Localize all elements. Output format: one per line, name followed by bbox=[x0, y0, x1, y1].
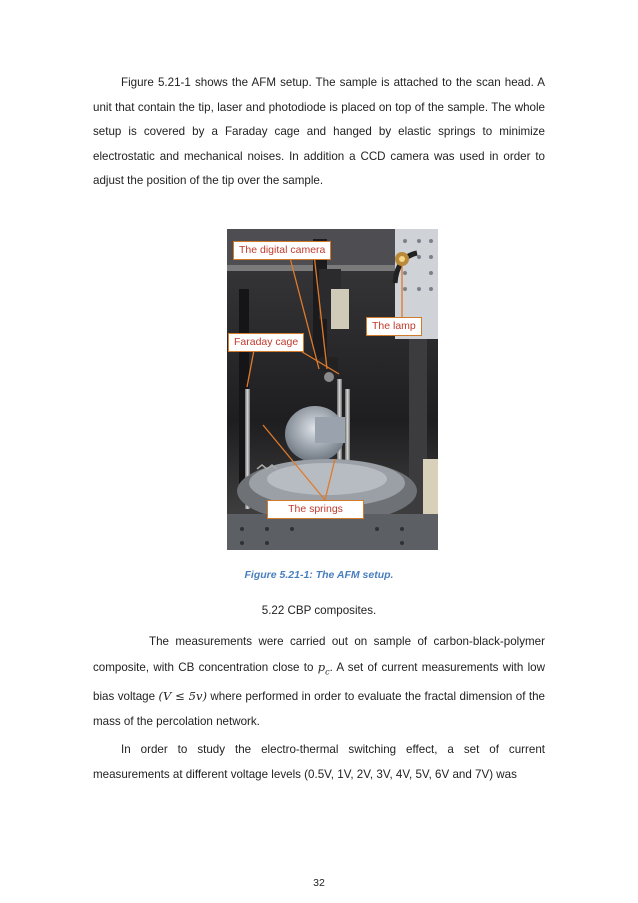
paragraph-afm-setup: Figure 5.21-1 shows the AFM setup. The sample is attached to the scan head. A unit that contain the tip, laser and photodiode is placed on top of the sample. The whole setup is covered by a Faraday cage and hanged by elastic springs to minimize electrostatic and mechanical noises. In addition a CCD camera was used in order to adjust the position of the tip over the sample. bbox=[93, 76, 545, 187]
label-lamp: The lamp bbox=[366, 317, 422, 336]
label-digital-camera: The digital camera bbox=[233, 241, 331, 260]
label-springs: The springs bbox=[267, 500, 364, 519]
math-pc: $p_c$ bbox=[317, 659, 330, 676]
paragraph-switching: In order to study the electro-thermal switching effect, a set of current measurements at different voltage levels (0.5V, 1V, 2V, 3V, 4V, 5V, 6V and 7V) was bbox=[93, 743, 545, 781]
section-title: 5.22 CBP composites. bbox=[261, 604, 377, 617]
label-faraday-cage: Faraday cage bbox=[228, 333, 304, 352]
page-number: 32 bbox=[313, 877, 325, 889]
afm-setup-photo bbox=[227, 229, 438, 550]
figure-caption: Figure 5.21-1: The AFM setup. bbox=[244, 569, 394, 581]
paragraph-measurements: The measurements were carried out on sample of carbon-black-polymer composite, with CB concentration close to $p_c$. A set of current measurements with low bias voltage (V ≤ 5v) where performed in order to evaluate the fractal dimension of the mass of the percolation network. bbox=[93, 635, 546, 728]
math-voltage-condition: (V ≤ 5v) bbox=[158, 689, 207, 704]
